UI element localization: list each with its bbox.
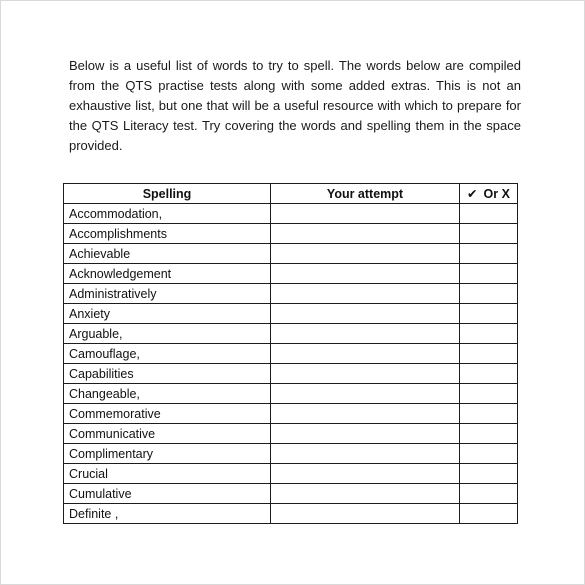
attempt-cell [271,324,460,344]
attempt-cell [271,264,460,284]
word-cell: Acknowledgement [64,264,271,284]
result-cell [460,324,518,344]
word-cell: Changeable, [64,384,271,404]
table-header-row [64,184,518,204]
table-row [64,364,518,384]
result-cell [460,364,518,384]
result-cell [460,504,518,524]
result-cell [460,484,518,504]
word-cell: Accommodation, [64,204,271,224]
table-body [64,204,518,524]
result-cell [460,204,518,224]
word-cell: Arguable, [64,324,271,344]
table-row [64,444,518,464]
table-row [64,384,518,404]
word-cell: Commemorative [64,404,271,424]
result-cell [460,404,518,424]
header-spelling: Spelling [64,184,271,204]
attempt-cell [271,224,460,244]
attempt-cell [271,484,460,504]
word-cell: Camouflage, [64,344,271,364]
table-row [64,244,518,264]
result-cell [460,224,518,244]
table-row [64,304,518,324]
word-cell: Administratively [64,284,271,304]
result-cell [460,344,518,364]
intro-paragraph: Below is a useful list of words to try to spell. The words below are compiled from the QTS practise tests along with some added extras. This is not an exhaustive list, but one that will be a useful resource with which to prepare for the QTS Literacy test. Try covering the words and spelling them in the space provided. [69,58,521,153]
table-row [64,284,518,304]
word-cell: Achievable [64,244,271,264]
attempt-cell [271,344,460,364]
table-row [64,224,518,244]
word-cell: Accomplishments [64,224,271,244]
attempt-cell [271,244,460,264]
result-cell [460,384,518,404]
result-cell [460,264,518,284]
attempt-cell [271,504,460,524]
table-row [64,344,518,364]
attempt-cell [271,464,460,484]
result-cell [460,244,518,264]
result-cell [460,304,518,324]
attempt-cell [271,304,460,324]
word-cell: Complimentary [64,444,271,464]
header-or-x-label: Or X [483,187,510,201]
attempt-cell [271,424,460,444]
table-row [64,324,518,344]
attempt-cell [271,284,460,304]
table-row [64,204,518,224]
attempt-cell [271,444,460,464]
word-cell: Capabilities [64,364,271,384]
result-cell [460,424,518,444]
attempt-cell [271,204,460,224]
result-cell [460,464,518,484]
attempt-cell [271,364,460,384]
word-cell: Cumulative [64,484,271,504]
table-row [64,424,518,444]
check-mark-icon: ✔ [467,186,478,201]
table-row [64,404,518,424]
header-tick-or-x [460,184,518,204]
word-cell: Communicative [64,424,271,444]
table-row [64,484,518,504]
word-cell: Definite , [64,504,271,524]
attempt-cell [271,404,460,424]
result-cell [460,284,518,304]
header-your-attempt: Your attempt [271,184,460,204]
table-row [64,504,518,524]
table-row [64,464,518,484]
word-cell: Crucial [64,464,271,484]
word-cell: Anxiety [64,304,271,324]
table-row [64,264,518,284]
spelling-table [63,183,518,524]
result-cell [460,444,518,464]
attempt-cell [271,384,460,404]
